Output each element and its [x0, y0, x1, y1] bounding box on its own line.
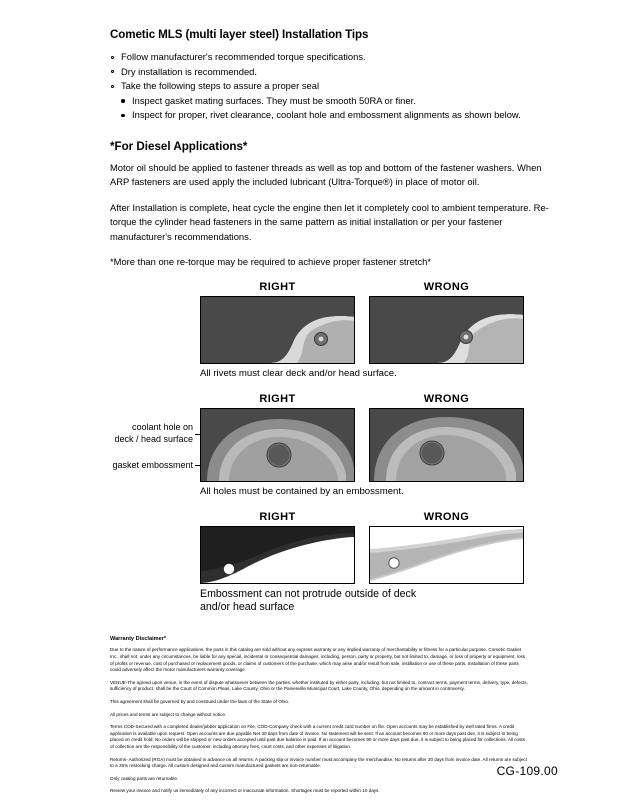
figure-caption-holes: All holes must be contained by an embossment.	[200, 486, 404, 498]
diesel-paragraph-3: *More than one re-torque may be required to achieve proper fastener stretch*	[110, 256, 432, 267]
diesel-paragraph-1: Motor oil should be applied to fastener threads as well as top and bottom of the fastener washers. When ARP fasteners are used apply the included lubricant (Ultra-Torque®) in place of motor oil.	[110, 161, 542, 188]
figure-label-right: RIGHT	[259, 511, 296, 524]
figure-image-rivet-right	[200, 296, 355, 364]
callout-gasket-embossment-label: gasket embossment	[112, 460, 193, 471]
tip-item: Follow manufacturer's recommended torque specifications.	[110, 50, 578, 65]
figure-wrong-protrusion	[369, 511, 524, 584]
figure-image-rivet-wrong	[369, 296, 524, 364]
figure-wrong-rivets	[369, 281, 524, 364]
warranty-paragraph: Terms COD-Secured with a completed dealer/jobber application on File, COD-Company check with a current credit card number on file. Open accounts may be established by well rated firms. A credit application is available upon request. Open accounts are due payable Net 30 days from date of invoice. No statement will be sent. If an account becomes 60 or more days past due, it is subject to being placed on credit hold. No orders will be shipped or new orders accepted until past due balance is paid. If an account becomes 90 or more days past due, it is subject to being placed for collections. All costs of collection are the responsibility of the customer, including attorney fees, court costs, and other expenses of litigation.	[110, 724, 525, 749]
figure-group-rivets	[200, 281, 578, 364]
document-number: CG-109.00	[496, 764, 558, 778]
figure-caption-protrusion-line1: Embossment can not protrude outside of deck	[200, 588, 417, 601]
diesel-heading: *For Diesel Applications*	[110, 139, 248, 153]
figure-label-right: RIGHT	[259, 281, 296, 294]
callout-coolant-hole-line2: deck / head surface	[114, 434, 193, 445]
warranty-paragraph: Returns- Authorized (RGA) must be obtained in advance on all returns. A packing slip or invoice number must accompany the merchandise. No returns after 30 days from invoice date. All returns are subject to a 25% restocking charge. All custom designed and custom manufactured gaskets are non-returnable.	[110, 756, 527, 769]
warranty-paragraph: VENUE-The agreed upon venue, in the event of dispute whatsoever between the parties, whether instituted by either party, including, but not limited to, contract terms, payment terms, delivery, type, defects, sufficiency of product, shall be the Court of Common Pleas, Lake County, Ohio or the Painesville Municipal Court, Lake County, Ohio, depending on the amount in controversy.	[110, 679, 528, 692]
figures-section	[40, 281, 578, 614]
callout-coolant-hole-line1: coolant hole on	[131, 422, 193, 433]
warranty-paragraph: Only catalog parts are returnable.	[110, 775, 179, 781]
figure-image-hole-right	[200, 408, 355, 482]
sub-tip-item: Inspect for proper, rivet clearance, coolant hole and embossment alignments as shown below.	[119, 108, 578, 123]
figure-caption-rivets: All rivets must clear deck and/or head surface.	[200, 368, 397, 380]
figure-right-rivets	[200, 281, 355, 364]
figure-group-holes-wrapper	[40, 393, 578, 482]
figure-label-wrong: WRONG	[423, 511, 470, 524]
figure-group-holes	[200, 393, 578, 482]
figure-label-wrong: WRONG	[423, 393, 470, 406]
figure-wrong-holes	[369, 393, 524, 482]
tip-item: Dry installation is recommended.	[110, 65, 578, 80]
figure-label-right: RIGHT	[259, 393, 296, 406]
diesel-paragraph-2: After Installation is complete, heat cycle the engine then let it completely cool to ambient temperature. Re-torque the cylinder head fasteners in the same pattern as initial installation or per your fastener manufacturer's recommendations.	[110, 201, 549, 242]
figure-right-holes	[200, 393, 355, 482]
figure-image-hole-wrong	[369, 408, 524, 482]
page-title: Cometic MLS (multi layer steel) Installation Tips	[110, 28, 369, 41]
sub-tips-list	[110, 94, 578, 123]
callout-gasket-embossment	[72, 459, 193, 471]
warranty-paragraph: All prices and terms are subject to change without notice.	[110, 711, 227, 717]
figure-image-protrusion-wrong	[369, 526, 524, 584]
callout-coolant-hole	[58, 421, 193, 445]
figure-group-protrusion	[200, 511, 578, 584]
figure-right-protrusion	[200, 511, 355, 584]
figure-image-protrusion-right	[200, 526, 355, 584]
warranty-paragraph: Review your invoice and notify us immediately of any incorrect or inaccurate information. Shortages must be reported within 10 days.	[110, 788, 380, 794]
warranty-heading: Warranty Disclaimer*	[110, 636, 167, 643]
figure-caption-protrusion	[200, 588, 578, 614]
warranty-paragraph: Due to the nature of performance applications, the parts in this catalog are sold without any express warranty or any implied warranty of merchantability or fitness for a particular purpose. Cometic Gasket Inc., shall not, under any circumstances, be liable for any special, incidental or consequential damages, including, person, party or property, but not limited to, damage, or loss of property or equipment, loss of profits or revenue, cost of purchased or replacement goods, or claims of customers of the purchase, which may arise and/or result from sale, instillation or use of these parts. Installation of these parts could adversely affect the motor manufacturers warranty coverage.	[110, 647, 526, 673]
figure-caption-protrusion-line2: and/or head surface	[200, 601, 295, 614]
figure-label-wrong: WRONG	[423, 281, 470, 294]
sub-tip-item: Inspect gasket mating surfaces. They must be smooth 50RA or finer.	[119, 94, 578, 109]
warranty-section	[110, 636, 530, 795]
warranty-paragraph: This agreement shall be governed by and construed under the laws of the State of Ohio.	[110, 698, 290, 704]
tip-item: Take the following steps to assure a proper seal	[110, 79, 578, 94]
tips-list	[110, 50, 578, 94]
